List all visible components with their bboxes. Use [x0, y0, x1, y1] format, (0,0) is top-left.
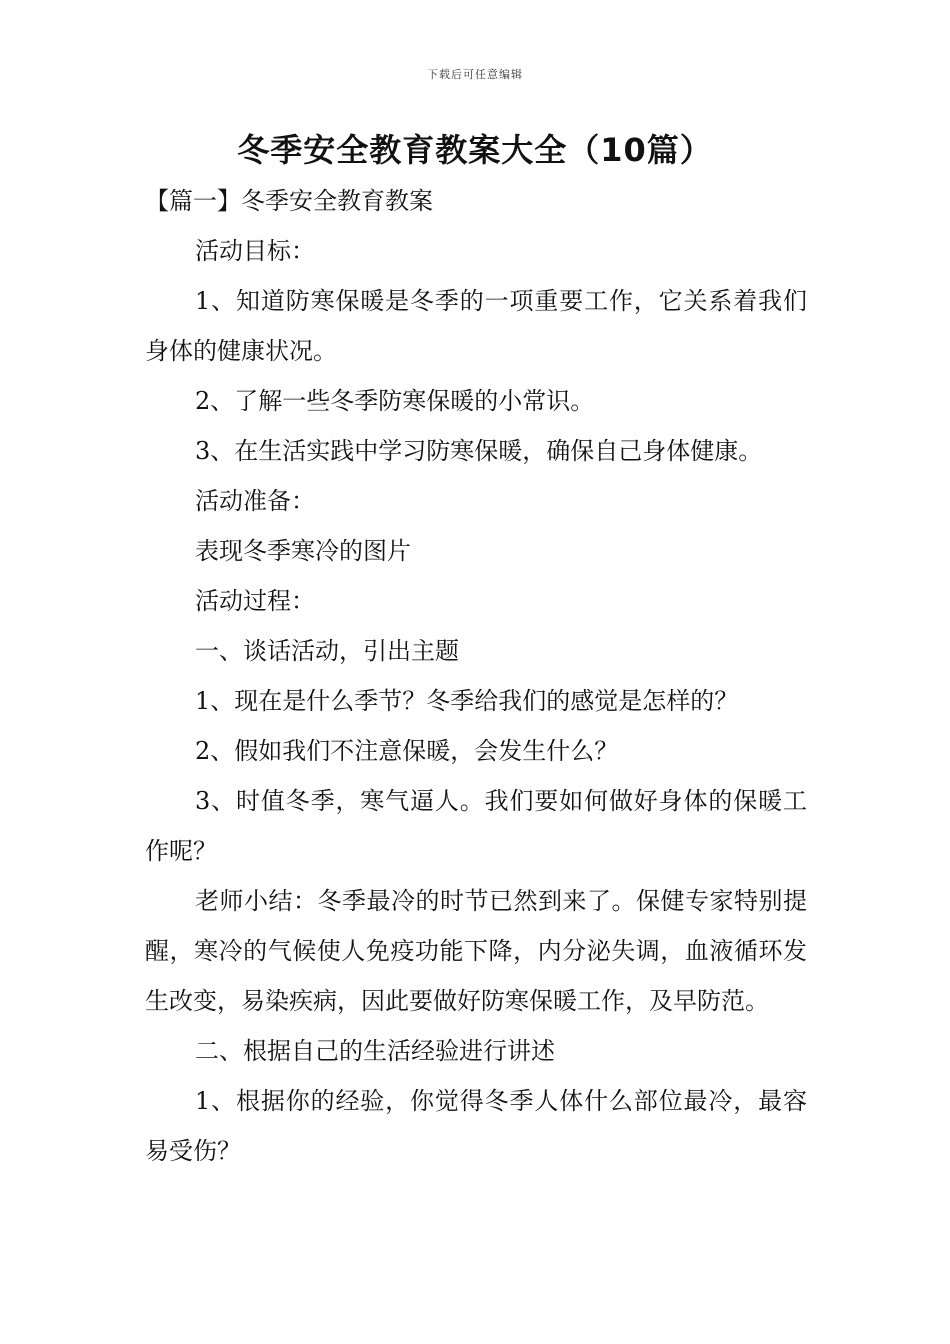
paragraph: 二、根据自己的生活经验进行讲述	[195, 1037, 555, 1065]
paragraph: 1、知道防寒保暖是冬季的一项重要工作，它关系着我们身体的健康状况。	[145, 287, 807, 365]
paragraph: 活动目标：	[195, 237, 315, 265]
paragraph: 一、谈话活动，引出主题	[195, 637, 459, 665]
paragraph: 2、假如我们不注意保暖，会发生什么？	[195, 737, 619, 765]
paragraph: 老师小结：冬季最冷的时节已然到来了。保健专家特别提醒，寒冷的气候使人免疫功能下降，内分泌失调，血液循环发生改变，易染疾病，因此要做好防寒保暖工作，及早防范。	[145, 887, 807, 1015]
paragraph: 1、根据你的经验，你觉得冬季人体什么部位最冷，最容易受伤？	[145, 1087, 807, 1165]
paragraph: 活动准备：	[195, 487, 315, 515]
paragraph: 表现冬季寒冷的图片	[195, 537, 411, 565]
paragraph: 1、现在是什么季节？冬季给我们的感觉是怎样的？	[195, 687, 739, 715]
paragraph: 2、了解一些冬季防寒保暖的小常识。	[195, 387, 595, 415]
paragraph: 3、时值冬季，寒气逼人。我们要如何做好身体的保暖工作呢？	[145, 787, 807, 865]
header-note: 下载后可任意编辑	[427, 68, 523, 81]
section-heading: 【篇一】冬季安全教育教案	[145, 187, 433, 215]
document-body	[145, 176, 807, 1176]
paragraph: 3、在生活实践中学习防寒保暖，确保自己身体健康。	[195, 437, 763, 465]
paragraph: 活动过程：	[195, 587, 315, 615]
document-title: 冬季安全教育教案大全（10篇）	[237, 131, 713, 169]
